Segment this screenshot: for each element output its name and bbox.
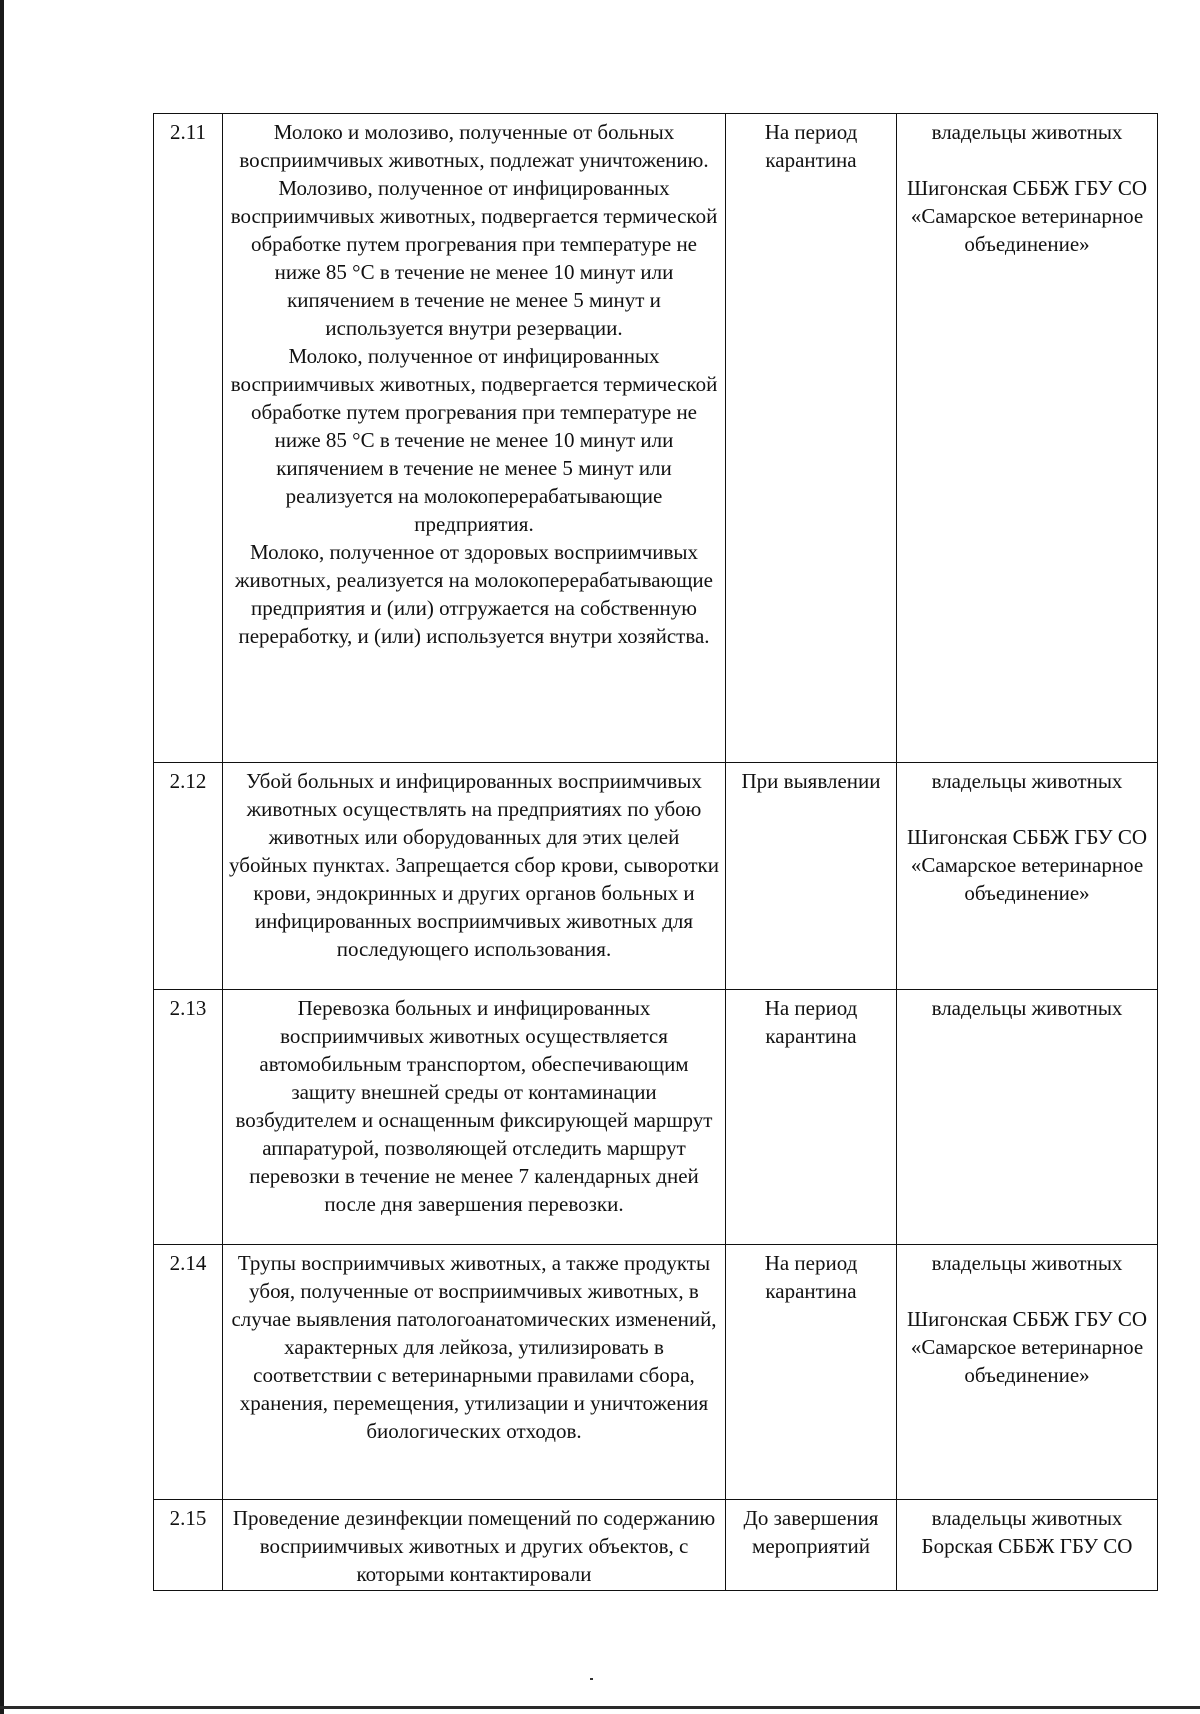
item-number: 2.11 [154, 114, 223, 763]
measure-term: На период карантина [726, 114, 897, 763]
measure-description [223, 1245, 726, 1500]
measure-responsible [897, 763, 1158, 990]
scan-speck [590, 1678, 593, 1680]
scan-edge-bottom [0, 1706, 1200, 1709]
responsible-owner: владельцы животных [931, 769, 1123, 793]
table-row [154, 763, 1158, 990]
responsible-organization: Борская СББЖ ГБУ СО [921, 1534, 1133, 1558]
measure-responsible [897, 114, 1158, 763]
measure-paragraph: Молоко, полученное от инфицированных восприимчивых животных, подвергается термической обработке путем прогревания при температуре не ниже 85 °С в течение не менее 10 минут или кипячением в течение не менее 5 минут или реализуется на молокоперерабатывающие предприятия. [230, 344, 718, 536]
measure-term: До завершения мероприятий [726, 1500, 897, 1591]
item-number: 2.15 [154, 1500, 223, 1591]
table-row [154, 1245, 1158, 1500]
measure-paragraph: Убой больных и инфицированных восприимчивых животных осуществлять на предприятиях по убою животных или оборудованных для этих целей убойных пунктах. Запрещается сбор крови, сыворотки крови, эндокринных и других органов больных и инфицированных восприимчивых животных для последующего использования. [229, 769, 719, 961]
measure-responsible [897, 1245, 1158, 1500]
measure-term: При выявлении [726, 763, 897, 990]
table-row [154, 114, 1158, 763]
measure-responsible [897, 990, 1158, 1245]
measure-description [223, 1500, 726, 1591]
measure-description [223, 114, 726, 763]
scan-edge-left [0, 0, 4, 1714]
item-number: 2.12 [154, 763, 223, 990]
measure-paragraph: Молоко и молозиво, полученные от больных восприимчивых животных, подлежат уничтожению. Молозиво, полученное от инфицированных восприимчивых животных, подвергается термической обработке путем прогревания при температуре не ниже 85 °С в течение не менее 10 минут или кипячением в течение не менее 5 минут и используется внутри резервации. [230, 120, 718, 340]
measure-paragraph: Молоко, полученное от здоровых восприимчивых животных, реализуется на молокоперерабатывающие предприятия и (или) отгружается на собственную переработку, и (или) используется внутри хозяйства. [235, 540, 713, 648]
responsible-owner: владельцы животных [931, 1506, 1123, 1530]
measure-paragraph: Трупы восприимчивых животных, а также продукты убоя, полученные от восприимчивых животных, в случае выявления патологоанатомических изменений, характерных для лейкоза, утилизировать в соответствии с ветеринарными правилами сбора, хранения, перемещения, утилизации и уничтожения биологических отходов. [231, 1251, 717, 1443]
measures-table [153, 113, 1158, 1591]
table-row [154, 990, 1158, 1245]
measure-description [223, 763, 726, 990]
responsible-owner: владельцы животных [931, 1251, 1123, 1275]
item-number: 2.14 [154, 1245, 223, 1500]
measure-paragraph: Перевозка больных и инфицированных восприимчивых животных осуществляется автомобильным транспортом, обеспечивающим защиту внешней среды от контаминации возбудителем и оснащенным фиксирующей маршрут аппаратурой, позволяющей отследить маршрут перевозки в течение не менее 7 календарных дней после дня завершения перевозки. [235, 996, 713, 1216]
measure-term: На период карантина [726, 990, 897, 1245]
measure-responsible [897, 1500, 1158, 1591]
responsible-organization: Шигонская СББЖ ГБУ СО «Самарское ветеринарное объединение» [906, 1307, 1148, 1387]
item-number: 2.13 [154, 990, 223, 1245]
responsible-owner: владельцы животных [931, 996, 1123, 1020]
responsible-organization: Шигонская СББЖ ГБУ СО «Самарское ветеринарное объединение» [906, 825, 1148, 905]
table-row [154, 1500, 1158, 1591]
responsible-owner: владельцы животных [931, 120, 1123, 144]
measure-term: На период карантина [726, 1245, 897, 1500]
measure-description [223, 990, 726, 1245]
measure-paragraph: Проведение дезинфекции помещений по содержанию восприимчивых животных и других объектов, с которыми контактировали [232, 1506, 716, 1586]
responsible-organization: Шигонская СББЖ ГБУ СО «Самарское ветеринарное объединение» [906, 176, 1148, 256]
